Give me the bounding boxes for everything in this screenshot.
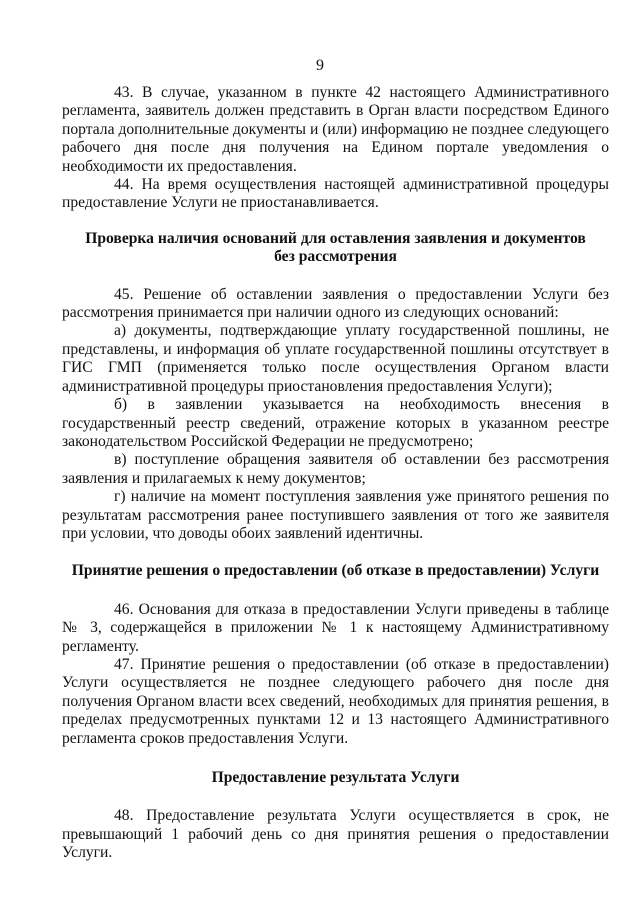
paragraph-45v: в) поступление обращения заявителя об оставлении без рассмотрения заявления и прилагаемых к нему документов; <box>62 451 609 487</box>
section-heading-verification-line2: без рассмотрения <box>274 248 397 266</box>
paragraph-46: 46. Основания для отказа в предоставлении Услуги приведены в таблице № 3, содержащейся в приложении № 1 к настоящему Административному регламенту. <box>62 600 609 655</box>
paragraph-44: 44. На время осуществления настоящей административной процедуры предоставление Услуги не приостанавливается. <box>62 176 609 212</box>
paragraph-45a: а) документы, подтверждающие уплату государственной пошлины, не представлены, и информация об уплате государственной пошлины отсутствует в ГИС ГМП (применяется только после осуществления Органом власти административной процедуры приостановления предоставления Услуги); <box>62 322 609 395</box>
paragraph-45b: б) в заявлении указывается на необходимость внесения в государственный реестр сведений, отражение которых в указанном реестре законодательством Российской Федерации не предусмотрено; <box>62 396 609 450</box>
paragraph-45: 45. Решение об оставлении заявления о предоставлении Услуги без рассмотрения принимается при наличии одного из следующих оснований: <box>62 285 609 322</box>
document-body <box>62 84 609 863</box>
paragraph-45g: г) наличие на момент поступления заявления уже принятого решения по результатам рассмотрения ранее поступившего заявления от того же заявителя при условии, что доводы обоих заявлений идентичны. <box>62 488 609 542</box>
section-heading-result: Предоставление результата Услуги <box>211 769 460 786</box>
section-heading-verification <box>62 230 609 267</box>
section-heading-decision: Принятие решения о предоставлении (об отказе в предоставлении) Услуги <box>71 562 600 580</box>
paragraph-43: 43. В случае, указанном в пункте 42 настоящего Административного регламента, заявитель должен представить в Орган власти посредством Единого портала дополнительные документы и (или) информацию не позднее следующего рабочего дня после дня получения на Едином портале уведомления о необходимости их предоставления. <box>62 84 609 175</box>
paragraph-47: 47. Принятие решения о предоставлении (об отказе в предоставлении) Услуги осуществляется не позднее следующего рабочего дня после дня получения Органом власти всех сведений, необходимых для принятия решения, в пределах предусмотренных пунктами 12 и 13 настоящего Административного регламента сроков предоставления Услуги. <box>62 655 609 747</box>
page-number: 9 <box>316 57 324 74</box>
section-heading-verification-line1: Проверка наличия оснований для оставления заявления и документов <box>85 229 586 247</box>
paragraph-48: 48. Предоставление результата Услуги осуществляется в срок, не превышающий 1 рабочий день со дня принятия решения о предоставлении Услуги. <box>62 807 609 862</box>
